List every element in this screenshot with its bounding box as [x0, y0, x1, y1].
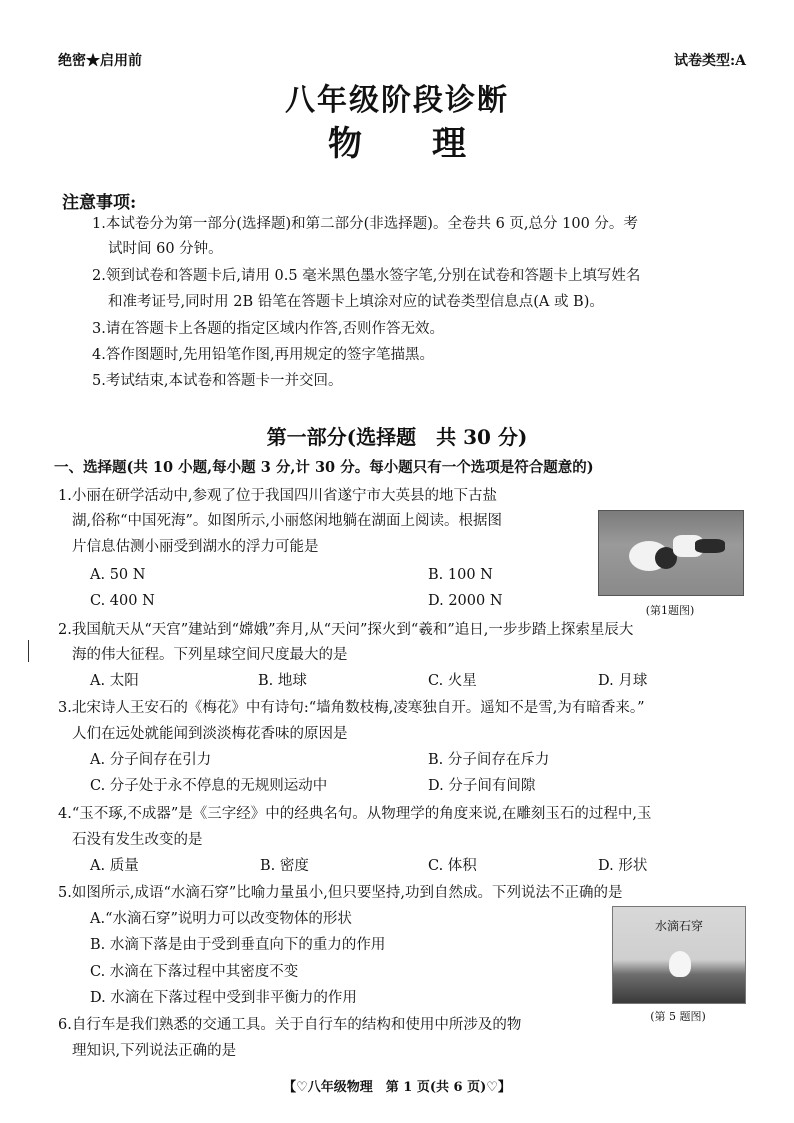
exam-title: 八年级阶段诊断 — [285, 83, 509, 118]
page-footer: 【♡八年级物理 第 1 页(共 6 页)♡】 — [283, 1080, 511, 1095]
q5-figure-caption: (第 5 题图) — [650, 1010, 706, 1023]
part1-title: 第一部分(选择题 共 30 分) — [266, 425, 528, 449]
q2-stem-line: 2.我国航天从“天宫”建站到“嫦娥”奔月,从“天问”探火到“羲和”追日,一步步踏上探索星辰大 — [58, 622, 634, 638]
q1-stem-line: 片信息估测小丽受到湖水的浮力可能是 — [72, 539, 319, 555]
q2-option-a: A. 太阳 — [90, 673, 139, 689]
q4-option-a: A. 质量 — [90, 858, 139, 874]
q1-figure-caption: (第1题图) — [645, 604, 695, 617]
q1-stem-line: 湖,俗称“中国死海”。如图所示,小丽悠闲地躺在湖面上阅读。根据图 — [72, 513, 503, 529]
q3-stem-line: 人们在远处就能闻到淡淡梅花香味的原因是 — [72, 726, 348, 742]
q1-option-d: D. 2000 N — [428, 593, 503, 609]
q5-figure-photo — [612, 906, 746, 1004]
notice-line: 5.考试结束,本试卷和答题卡一并交回。 — [92, 373, 343, 389]
confidential-label: 绝密★启用前 — [58, 53, 142, 69]
q1-figure-photo — [598, 510, 744, 596]
notice-heading: 注意事项: — [62, 193, 137, 213]
q6-stem-line: 理知识,下列说法正确的是 — [72, 1043, 237, 1059]
q2-option-c: C. 火星 — [428, 673, 477, 689]
q4-stem-line: 4.“玉不琢,不成器”是《三字经》中的经典名句。从物理学的角度来说,在雕刻玉石的过程中,玉 — [58, 806, 652, 822]
notice-line: 试时间 60 分钟。 — [108, 241, 223, 257]
q5-option-c: C. 水滴在下落过程中其密度不变 — [90, 964, 299, 980]
margin-mark — [28, 640, 29, 662]
subject-title: 物理 — [328, 124, 536, 164]
q4-option-d: D. 形状 — [598, 858, 648, 874]
paper-type-label: 试卷类型:A — [673, 53, 746, 69]
notice-line: 和准考证号,同时用 2B 铅笔在答题卡上填涂对应的试卷类型信息点(A 或 B)。 — [108, 294, 604, 310]
notice-line: 1.本试卷分为第一部分(选择题)和第二部分(非选择题)。全卷共 6 页,总分 100 分。考 — [92, 216, 638, 232]
q2-option-b: B. 地球 — [258, 673, 307, 689]
q1-option-c: C. 400 N — [90, 593, 155, 609]
q4-option-c: C. 体积 — [428, 858, 477, 874]
q5-figure-label: 水滴石穿 — [654, 919, 703, 933]
q5-option-b: B. 水滴下落是由于受到垂直向下的重力的作用 — [90, 937, 386, 953]
q6-stem-line: 6.自行车是我们熟悉的交通工具。关于自行车的结构和使用中所涉及的物 — [58, 1017, 522, 1033]
q1-option-a: A. 50 N — [90, 567, 146, 583]
q1-option-b: B. 100 N — [428, 567, 493, 583]
q3-option-d: D. 分子间有间隙 — [428, 778, 536, 794]
q3-option-c: C. 分子处于永不停息的无规则运动中 — [90, 778, 328, 794]
q5-option-a: A.“水滴石穿”说明力可以改变物体的形状 — [90, 911, 352, 927]
q3-stem-line: 3.北宋诗人王安石的《梅花》中有诗句:“墙角数枝梅,凌寒独自开。遥知不是雪,为有暗香来。” — [58, 700, 645, 716]
q1-stem-line: 1.小丽在研学活动中,参观了位于我国四川省遂宁市大英县的地下古盐 — [58, 488, 497, 504]
q5-option-d: D. 水滴在下落过程中受到非平衡力的作用 — [90, 990, 357, 1006]
q2-option-d: D. 月球 — [598, 673, 648, 689]
q2-stem-line: 海的伟大征程。下列星球空间尺度最大的是 — [72, 647, 348, 663]
q4-stem-line: 石没有发生改变的是 — [72, 832, 203, 848]
q3-option-a: A. 分子间存在引力 — [90, 752, 212, 768]
notice-line: 3.请在答题卡上各题的指定区域内作答,否则作答无效。 — [92, 321, 444, 337]
notice-line: 4.答作图题时,先用铅笔作图,再用规定的签字笔描黑。 — [92, 347, 435, 363]
q4-option-b: B. 密度 — [260, 858, 309, 874]
part1-instruction: 一、选择题(共 10 小题,每小题 3 分,计 30 分。每小题只有一个选项是符合题意的) — [54, 459, 594, 476]
q5-stem-line: 5.如图所示,成语“水滴石穿”比喻力量虽小,但只要坚持,功到自然成。下列说法不正确的是 — [58, 885, 623, 901]
q3-option-b: B. 分子间存在斥力 — [428, 752, 550, 768]
notice-line: 2.领到试卷和答题卡后,请用 0.5 毫米黑色墨水签字笔,分别在试卷和答题卡上填写姓名 — [92, 268, 641, 284]
